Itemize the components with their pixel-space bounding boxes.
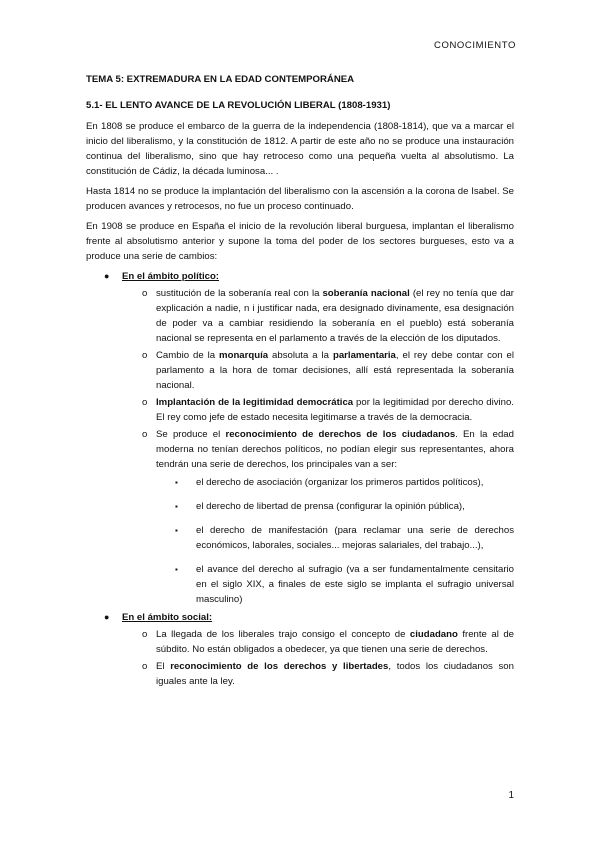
square-bullet-icon: ▪ (175, 526, 178, 535)
bullet-icon: ● (104, 271, 110, 281)
paragraph: En 1808 se produce el embarco de la guerra de la independencia (1808-1814), que va a marcar el inicio del liberalismo, y la constitución de 1812. A partir de este año no se produce una instauración continua del liberalismo, sino que hay retroceso como una pequeña vuelta al absolutismo. La constitución de Cádiz, la década luminosa... . (86, 121, 514, 177)
section-bullet-politico (86, 269, 514, 284)
sub-list-item: ▪ el derecho de asociación (organizar los primeros partidos políticos), (175, 477, 484, 488)
paragraph: En 1908 se produce en España el inicio de la revolución liberal burguesa, implantan el liberalismo frente al absolutismo anterior y supone la toma del poder de los sectores burgueses, esto va a produce una serie de cambios: (86, 221, 514, 262)
circle-bullet-icon: o (142, 397, 148, 408)
square-bullet-icon: ▪ (175, 565, 178, 574)
sub-list-item: ▪ el derecho de manifestación (para reclamar una serie de derechos económicos, laborales, sociales... mejoras salariales, del trabajo...), (175, 525, 514, 551)
section-title: 5.1- EL LENTO AVANCE DE LA REVOLUCIÓN LIBERAL (1808-1931) (86, 100, 391, 111)
circle-bullet-icon: o (142, 629, 148, 640)
section-label: En el ámbito social: (122, 612, 213, 623)
list-item: o Implantación de la legitimidad democrática por la legitimidad por derecho divino. El rey como jefe de estado necesita legitimarse a través de la democracia. (142, 397, 514, 423)
bullet-icon: ● (104, 612, 110, 622)
square-bullet-icon: ▪ (175, 478, 178, 487)
sub-list-item: ▪ el avance del derecho al sufragio (va a ser fundamentalmente censitario en el siglo XIX, a finales de este siglo se implanta el sufragio universal masculino) (175, 564, 514, 605)
circle-bullet-icon: o (142, 288, 148, 299)
list-item: o La llegada de los liberales trajo consigo el concepto de ciudadano frente al de súbdito. No están obligados a obedecer, ya que tienen una serie de derechos. (142, 629, 514, 655)
circle-bullet-icon: o (142, 661, 148, 672)
sub-list-item: ▪ el derecho de libertad de prensa (configurar la opinión pública), (175, 501, 465, 512)
list-item: o Se produce el reconocimiento de derechos de los ciudadanos. En la edad moderna no tenían derechos políticos, no podían elegir sus representantes, ahora tendrán una serie de derechos, los principales van a ser: (142, 429, 514, 470)
circle-bullet-icon: o (142, 429, 148, 440)
page-header: CONOCIMIENTO (434, 40, 516, 51)
paragraph: Hasta 1814 no se produce la implantación del liberalismo con la ascensión a la corona de Isabel. Se producen avances y retrocesos, no fue un proceso continuado. (86, 186, 514, 212)
square-bullet-icon: ▪ (175, 502, 178, 511)
page-number: 1 (508, 790, 514, 801)
section-label: En el ámbito político: (122, 271, 220, 282)
list-item: o El reconocimiento de los derechos y libertades, todos los ciudadanos son iguales ante la ley. (142, 661, 514, 687)
list-item: o Cambio de la monarquía absoluta a la parlamentaria, el rey debe contar con el parlamento a la hora de tomar decisiones, allí está representada la soberanía nacional. (142, 350, 514, 391)
section-bullet-social (86, 610, 514, 625)
document-body (86, 72, 514, 691)
document-title: TEMA 5: EXTREMADURA EN LA EDAD CONTEMPORÁNEA (86, 74, 355, 85)
list-item: o sustitución de la soberanía real con la soberanía nacional (el rey no tenía que dar explicación a nadie, n i justificar nada, era designado divinamente, esa designación de poder va a cambiar residiendo la soberanía en el pueblo) está soberanía nacional se representa en el parlamento a través de la elección de los diputados. (142, 288, 514, 344)
circle-bullet-icon: o (142, 350, 148, 361)
